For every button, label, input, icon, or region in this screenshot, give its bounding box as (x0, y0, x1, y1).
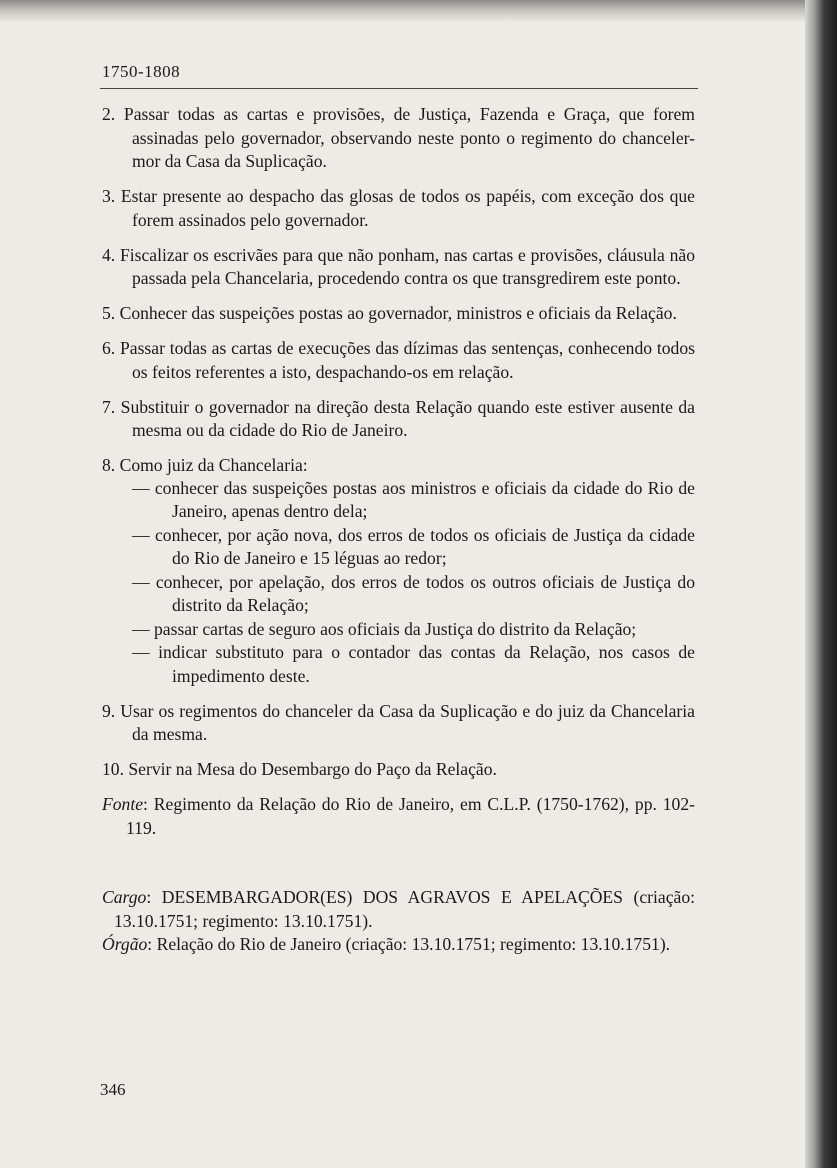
sub-item: — conhecer, por apelação, dos erros de todos os outros oficiais de Justiça do distrito da Relação; (132, 571, 695, 615)
item-3: 3. Estar presente ao despacho das glosas de todos os papéis, com exceção dos que forem assinados pelo governador. (102, 186, 695, 230)
running-header: 1750-1808 (102, 62, 181, 81)
header-rule (100, 88, 698, 89)
orgao-label: Órgão (102, 934, 148, 954)
orgao-entry (102, 933, 695, 957)
source-label: Fonte (102, 794, 144, 814)
top-scan-shadow (0, 0, 820, 22)
item-9: 9. Usar os regimentos do chanceler da Casa da Suplicação e do juiz da Chancelaria da mesma. (102, 700, 695, 744)
item-7: 7. Substituir o governador na direção desta Relação quando este estiver ausente da mesma ou da cidade do Rio de Janeiro. (102, 396, 695, 440)
cargo-entry (102, 886, 695, 933)
orgao-text: : Relação do Rio de Janeiro (criação: 13.10.1751; regimento: 13.10.1751). (147, 934, 671, 954)
item-8: 8. Como juiz da Chancelaria: (102, 455, 308, 475)
item-4: 4. Fiscalizar os escrivães para que não ponham, nas cartas e provisões, cláusula não passada pela Chancelaria, procedendo contra os que transgredirem este ponto. (102, 244, 695, 288)
page-edge-shadow (805, 0, 837, 1168)
source-citation (102, 793, 695, 840)
sub-item: — conhecer, por ação nova, dos erros de todos os oficiais de Justiça da cidade do Rio de Janeiro e 15 léguas ao redor; (132, 524, 695, 568)
item-8-sublist (102, 477, 695, 689)
sub-item: — passar cartas de seguro aos oficiais da Justiça do distrito da Relação; (132, 618, 637, 639)
item-6: 6. Passar todas as cartas de execuções das dízimas das sentenças, conhecendo todos os feitos referentes a isto, despachando-os em relação. (102, 338, 695, 382)
cargo-text: : DESEMBARGADOR(ES) DOS AGRAVOS E APELAÇÕES (criação: 13.10.1751; regimento: 13.10.1751). (114, 887, 695, 931)
source-text: : Regimento da Relação do Rio de Janeiro, em C.L.P. (1750-1762), pp. 102-119. (126, 794, 695, 838)
cargo-label: Cargo (102, 887, 147, 907)
item-2: 2. Passar todas as cartas e provisões, de Justiça, Fazenda e Graça, que forem assinadas pelo governador, observando neste ponto o regimento do chanceler-mor da Casa da Suplicação. (102, 104, 695, 171)
item-10: 10. Servir na Mesa do Desembargo do Paço da Relação. (102, 759, 497, 779)
page-number: 346 (100, 1080, 126, 1099)
item-5: 5. Conhecer das suspeições postas ao governador, ministros e oficiais da Relação. (102, 303, 677, 323)
sub-item: — conhecer das suspeições postas aos ministros e oficiais da cidade do Rio de Janeiro, apenas dentro dela; (132, 477, 695, 521)
sub-item: — indicar substituto para o contador das contas da Relação, nos casos de impedimento deste. (132, 642, 695, 686)
page-body (102, 103, 695, 957)
